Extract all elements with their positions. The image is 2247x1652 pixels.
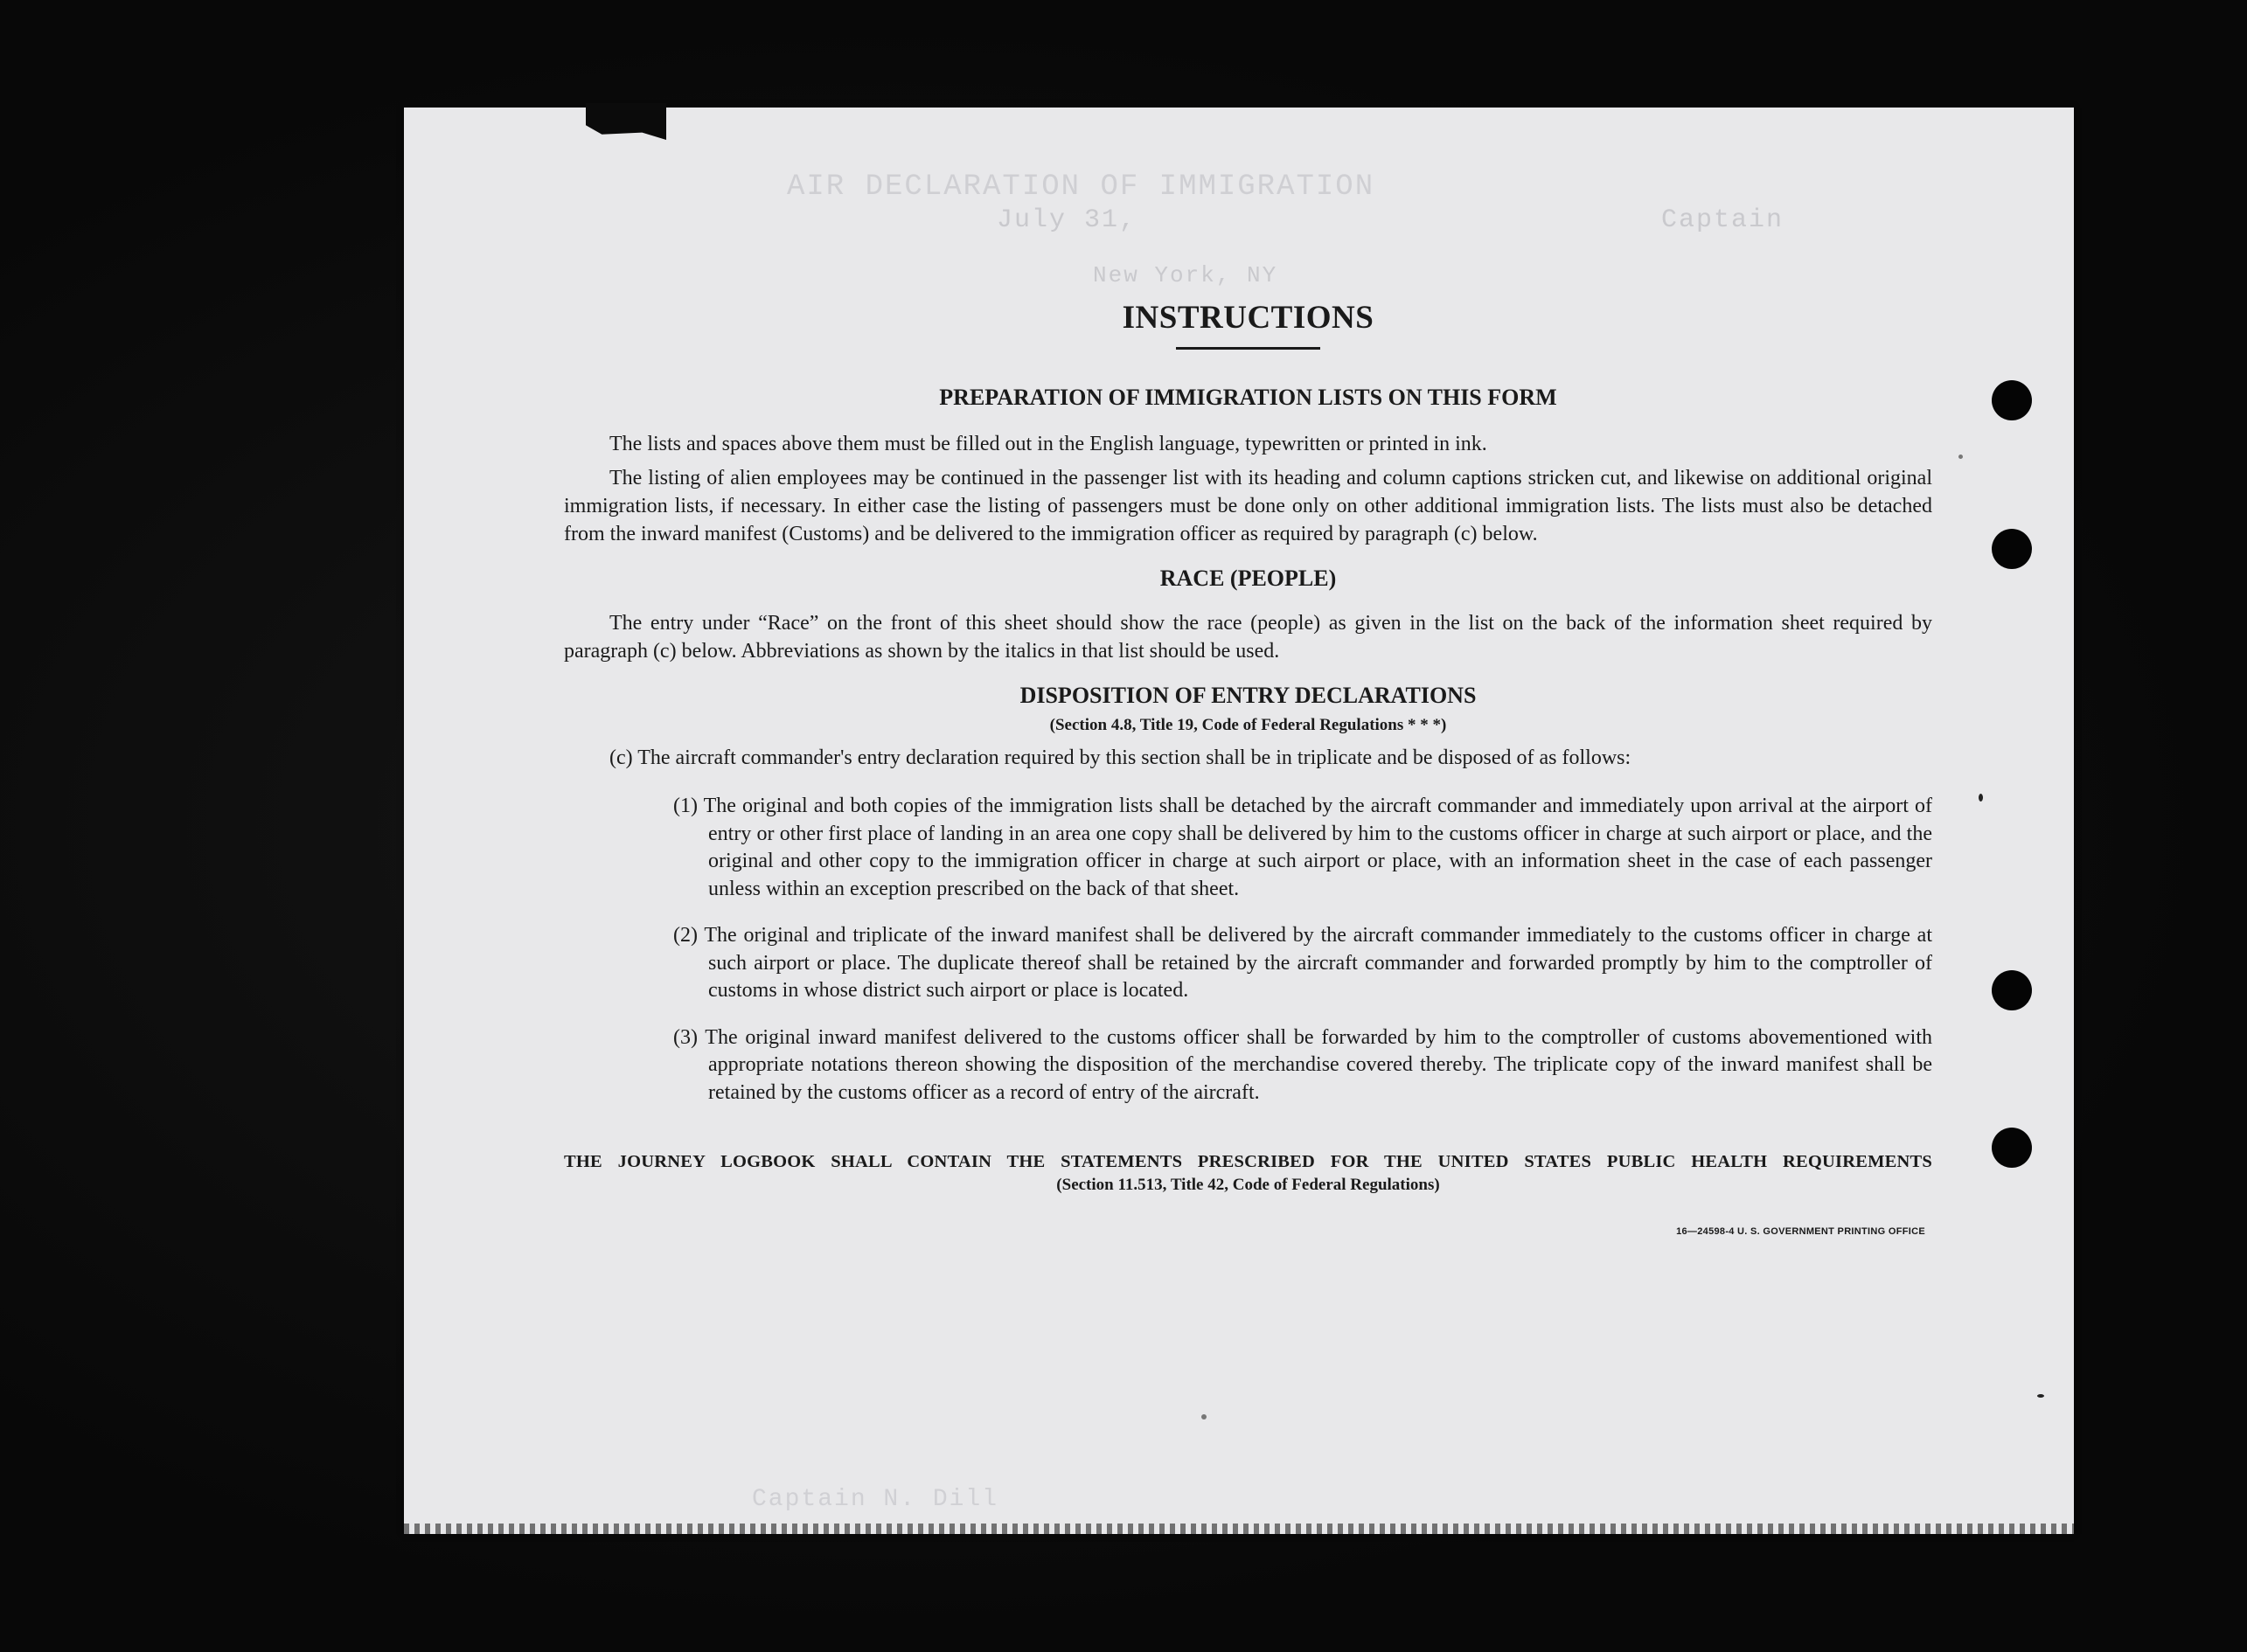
scan-speck bbox=[2037, 1394, 2044, 1398]
title-underline bbox=[1176, 347, 1320, 350]
punch-hole bbox=[1992, 529, 2032, 569]
disposition-item-1: (1) The original and both copies of the immigration lists shall be detached by the aircraft commander and immediately upon arrival at the airport of entry or other first place of landing in an area one copy shall be delivered by him to the customs officer in charge at such airport or place, and the original and other copy to the immigration officer in charge at such airport or place, with an information sheet in the case of each passenger unless within an exception prescribed on the back of that sheet. bbox=[673, 795, 1932, 900]
scan-speck bbox=[1979, 794, 1983, 802]
bleed-through-text: Captain bbox=[1661, 205, 1784, 235]
scan-speck bbox=[1201, 1414, 1207, 1419]
logbook-citation: (Section 11.513, Title 42, Code of Federal Regulations) bbox=[1056, 1176, 1440, 1194]
disposition-citation: (Section 4.8, Title 19, Code of Federal Regulations * * *) bbox=[1049, 716, 1447, 734]
disposition-heading: DISPOSITION OF ENTRY DECLARATIONS bbox=[1019, 683, 1477, 708]
punch-hole bbox=[1992, 1128, 2032, 1168]
race-paragraph: The entry under “Race” on the front of this sheet should show the race (people) as given in the list on the back of the information sheet required by paragraph (c) below. Abbreviations as shown by the italics in that list should be used. bbox=[564, 612, 1932, 663]
punch-hole bbox=[1992, 380, 2032, 420]
punch-hole bbox=[1992, 970, 2032, 1010]
bleed-through-text: Captain N. Dill bbox=[752, 1486, 999, 1513]
preparation-paragraph-2: The listing of alien employees may be continued in the passenger list with its heading and column captions stricken cut, and likewise on additional original immigration lists, if necessary. In either case the listing of passengers must be done only on other additional immigration lists. The lists must also be detached from the inward manifest (Customs) and be delivered to the immigration officer as required by paragraph (c) below. bbox=[564, 467, 1932, 545]
instructions-content bbox=[564, 293, 1932, 1237]
printer-imprint: 16—24598-4 U. S. GOVERNMENT PRINTING OFFICE bbox=[1676, 1226, 1925, 1237]
bleed-through-text: New York, NY bbox=[1093, 262, 1278, 288]
preparation-heading: PREPARATION OF IMMIGRATION LISTS ON THIS FORM bbox=[939, 385, 1557, 410]
disposition-item-3: (3) The original inward manifest delivered to the customs officer shall be forwarded by him to the comptroller of customs abovementioned with appropriate notations thereon showing the disposition of the merchandise covered thereby. The triplicate copy of the inward manifest shall be retained by the customs officer as a record of entry of the aircraft. bbox=[673, 1025, 1932, 1104]
preparation-paragraph-1: The lists and spaces above them must be filled out in the English language, typewritten or printed in ink. bbox=[609, 433, 1487, 455]
logbook-requirement: THE JOURNEY LOGBOOK SHALL CONTAIN THE STATEMENTS PRESCRIBED FOR THE UNITED STATES PUBLIC HEALTH REQUIREMENTS bbox=[564, 1152, 1932, 1171]
bleed-through-text: AIR DECLARATION OF IMMIGRATION bbox=[787, 170, 1375, 204]
bleed-through-text: July 31, bbox=[997, 205, 1137, 235]
page-title: INSTRUCTIONS bbox=[1122, 300, 1374, 336]
disposition-item-2: (2) The original and triplicate of the inward manifest shall be delivered by the aircraft commander immediately to the customs officer in charge at such airport or place. The duplicate thereof shall be retained by the aircraft commander and forwarded promptly by him to the comptroller of customs in whose district such airport or place is located. bbox=[673, 924, 1932, 1002]
race-heading: RACE (PEOPLE) bbox=[1159, 566, 1337, 591]
disposition-lead: (c) The aircraft commander's entry declaration required by this section shall be in triplicate and be disposed of as follows: bbox=[609, 746, 1631, 769]
scan-speck bbox=[1958, 455, 1963, 459]
